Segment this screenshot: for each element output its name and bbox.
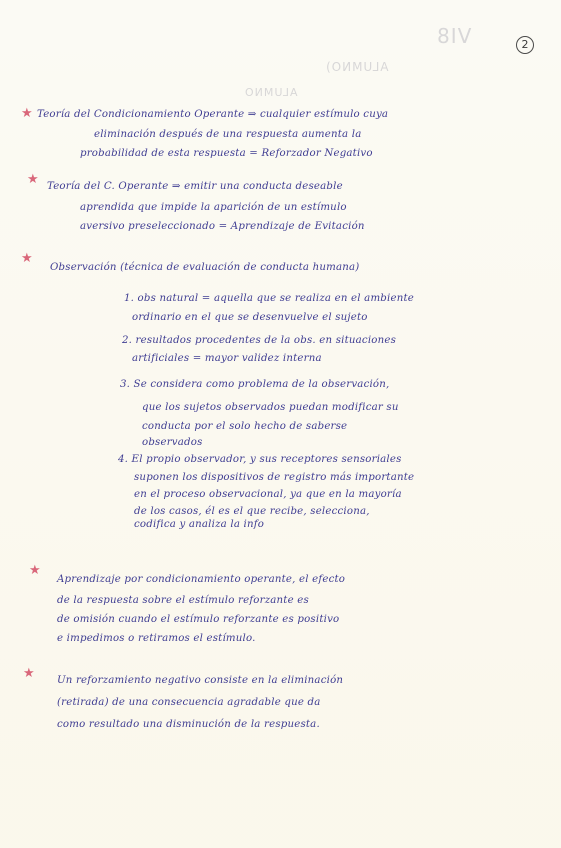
list-item-line: ordinario en el que se desenvuelve el sujeto bbox=[132, 312, 368, 323]
list-item-line: 3. Se considera como problema de la observación, bbox=[120, 379, 390, 390]
bullet-star-icon: ★ bbox=[27, 172, 39, 187]
list-item-line: en el proceso observacional, ya que en la mayoría bbox=[134, 489, 402, 500]
note-line: (retirada) de una consecuencia agradable que da bbox=[57, 697, 321, 708]
note-line: Observación (técnica de evaluación de conducta humana) bbox=[50, 262, 360, 273]
note-line: Teoría del C. Operante ⇒ emitir una conducta deseable bbox=[47, 181, 343, 192]
note-line: aprendida que impide la aparición de un estímulo bbox=[80, 202, 347, 213]
list-item-line: 2. resultados procedentes de la obs. en situaciones bbox=[122, 335, 397, 346]
list-item-line: 4. El propio observador, y sus receptores sensoriales bbox=[118, 454, 402, 465]
list-item-line: artificiales = mayor validez interna bbox=[132, 353, 322, 364]
bleed-through-header-2: ALUMNO bbox=[244, 86, 298, 99]
bleed-through-header: ALUMNO) bbox=[325, 60, 389, 74]
note-line: eliminación después de una respuesta aumenta la bbox=[94, 129, 362, 140]
list-item-line: suponen los dispositivos de registro más importante bbox=[134, 472, 415, 483]
note-line: como resultado una disminución de la respuesta. bbox=[57, 719, 320, 730]
bullet-star-icon: ★ bbox=[29, 563, 41, 578]
bullet-star-icon: ★ bbox=[21, 106, 33, 121]
page-number-circle: 2 bbox=[516, 36, 534, 54]
note-line: Aprendizaje por condicionamiento operante, el efecto bbox=[57, 574, 346, 585]
list-item-line: observados bbox=[142, 437, 203, 448]
bullet-star-icon: ★ bbox=[21, 251, 33, 266]
note-line: Un reforzamiento negativo consiste en la eliminación bbox=[57, 675, 344, 686]
note-line: Teoría del Condicionamiento Operante ⇒ cualquier estímulo cuya bbox=[37, 109, 389, 120]
note-line: probabilidad de esta respuesta = Reforzador Negativo bbox=[80, 148, 373, 159]
bullet-star-icon: ★ bbox=[23, 666, 35, 681]
list-item-line: de los casos, él es el que recibe, selecciona, bbox=[134, 506, 370, 517]
bleed-through-page-code: VI8 bbox=[436, 24, 472, 48]
list-item-line: conducta por el solo hecho de saberse bbox=[142, 421, 348, 432]
list-item-line: que los sujetos observados puedan modificar su bbox=[142, 402, 399, 413]
note-line: de omisión cuando el estímulo reforzante es positivo bbox=[57, 614, 340, 625]
note-line: de la respuesta sobre el estímulo reforzante es bbox=[57, 595, 309, 606]
list-item-line: 1. obs natural = aquella que se realiza en el ambiente bbox=[124, 293, 414, 304]
note-line: e impedimos o retiramos el estímulo. bbox=[57, 633, 256, 644]
list-item-line: codifica y analiza la info bbox=[134, 519, 265, 530]
note-line: aversivo preseleccionado = Aprendizaje de Evitación bbox=[80, 221, 365, 232]
